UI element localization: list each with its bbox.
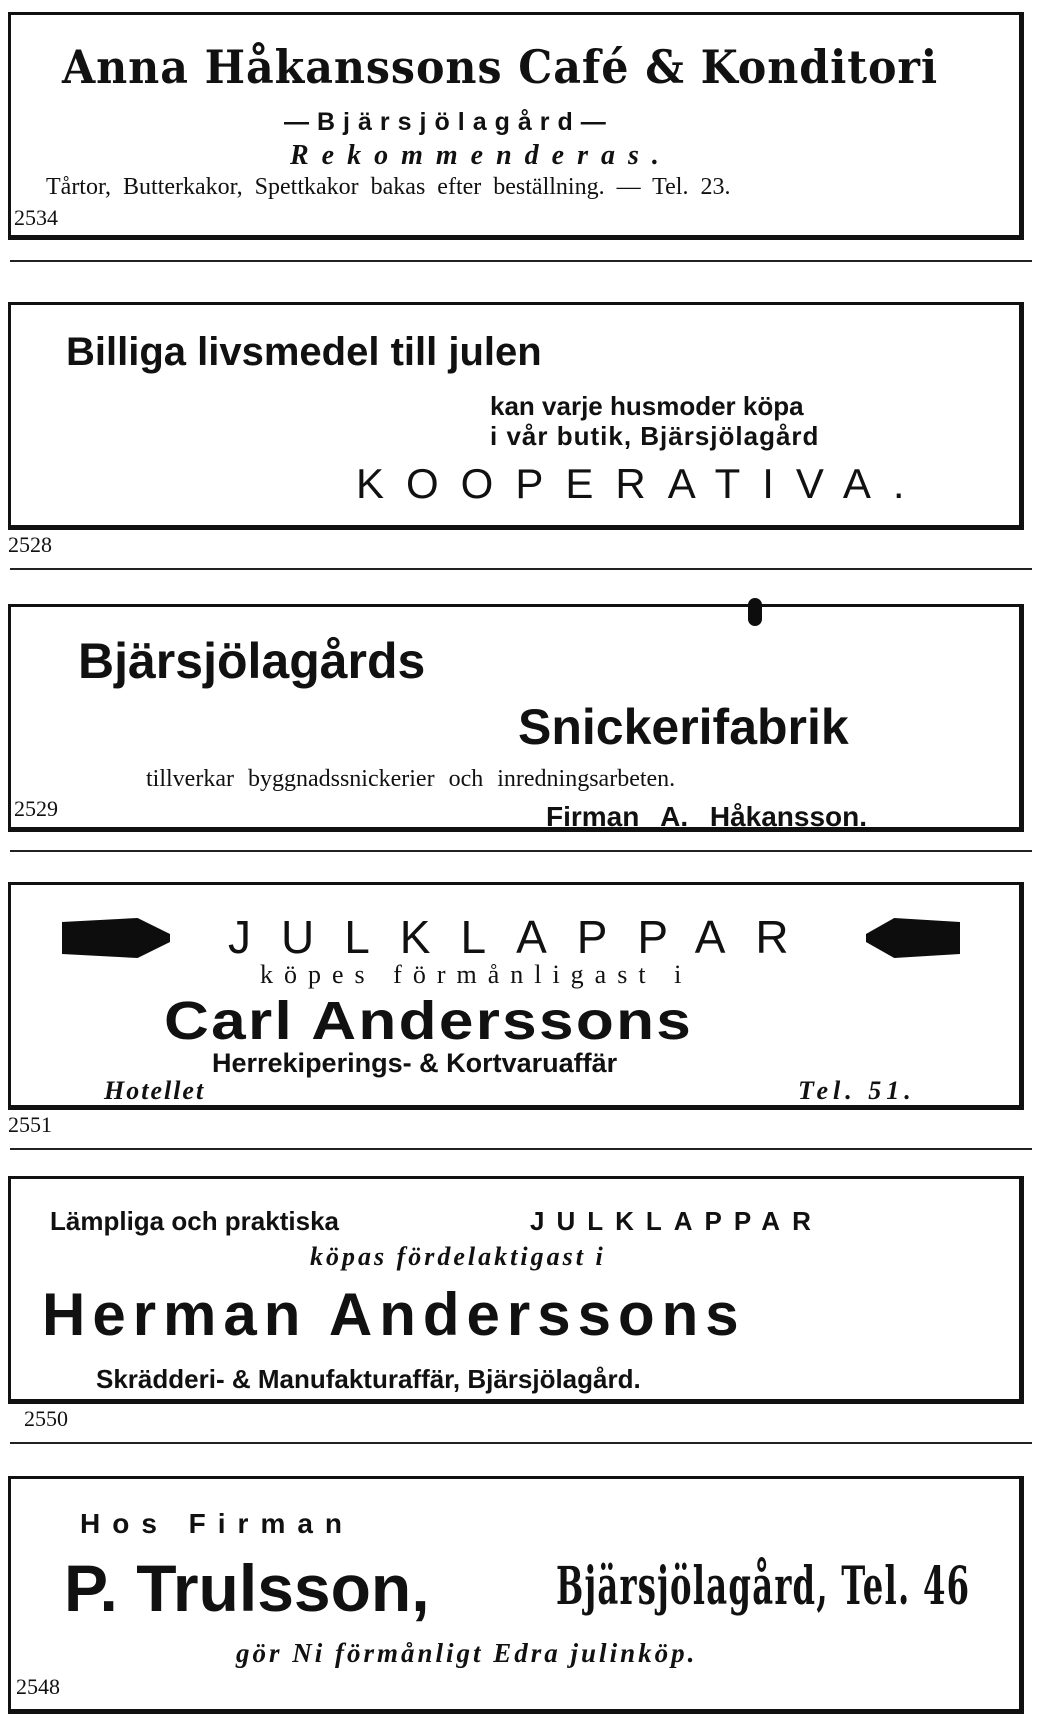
ad-kooperativa-line3: i vår butik, Bjärsjölagård	[490, 421, 820, 451]
ad-carl-name: Carl Anderssons	[164, 991, 694, 1051]
ad-herman-number: 2550	[24, 1406, 68, 1431]
ad-herman-line4: Skrädderi- & Manufakturaffär, Bjärsjölagård.	[96, 1364, 641, 1394]
ad-cafe-tagline: Rekommenderas.	[290, 140, 672, 171]
ad-kooperativa-title: Billiga livsmedel till julen	[66, 330, 542, 374]
ad-cafe-number: 2534	[14, 205, 58, 230]
separator-3	[10, 850, 1032, 852]
ad-carl-line4: Herrekiperings- & Kortvaruaffär	[212, 1048, 618, 1078]
ink-spot	[748, 598, 762, 626]
ad-herman-title-b: JULKLAPPAR	[530, 1206, 823, 1236]
ad-snickeri-body: tillverkar byggnadssnickerier och inredningsarbeten.	[146, 766, 676, 792]
ad-herman-name: Herman Anderssons	[42, 1281, 746, 1348]
ad-snickeri-firm: Firman A. Håkansson.	[546, 801, 868, 832]
separator-4	[10, 1148, 1032, 1150]
ad-snickeri-subtitle: Snickerifabrik	[518, 699, 849, 755]
ad-trulsson-number: 2548	[16, 1674, 60, 1699]
ad-trulsson-place: Bjärsjölagård, Tel. 46	[556, 1556, 971, 1617]
ad-carl-left: Hotellet	[104, 1076, 206, 1105]
ad-herman-title-a: Lämpliga och praktiska	[50, 1206, 339, 1236]
ad-cafe-title: Anna Håkanssons Café & Konditori	[62, 40, 939, 94]
ad-cafe-body: Tårtor, Butterkakor, Spettkakor bakas efter beställning. — Tel. 23.	[46, 174, 731, 200]
ad-trulsson-line1: Hos Firman	[80, 1508, 355, 1539]
separator-5	[10, 1442, 1032, 1444]
separator-2	[10, 568, 1032, 570]
ad-kooperativa-number: 2528	[8, 532, 52, 557]
ad-trulsson-line3: gör Ni förmånligt Edra julinköp.	[236, 1638, 698, 1668]
ad-carl-right: Tel. 51.	[798, 1076, 916, 1105]
ad-trulsson-name: P. Trulsson,	[64, 1551, 430, 1625]
separator-1	[10, 260, 1032, 262]
ad-kooperativa-name: KOOPERATIVA.	[356, 460, 927, 507]
ad-snickeri-number: 2529	[14, 796, 58, 821]
ad-snickeri-title: Bjärsjölagårds	[78, 633, 426, 689]
ad-carl-number: 2551	[8, 1112, 52, 1137]
ad-cafe-place: —Bjärsjölagård—	[284, 108, 614, 136]
ad-carl-line2: köpes förmånligast i	[260, 960, 693, 989]
ad-kooperativa-line2: kan varje husmoder köpa	[490, 391, 804, 421]
ad-herman-line2: köpas fördelaktigast i	[310, 1242, 606, 1271]
ad-carl-title: JULKLAPPAR	[228, 911, 819, 963]
